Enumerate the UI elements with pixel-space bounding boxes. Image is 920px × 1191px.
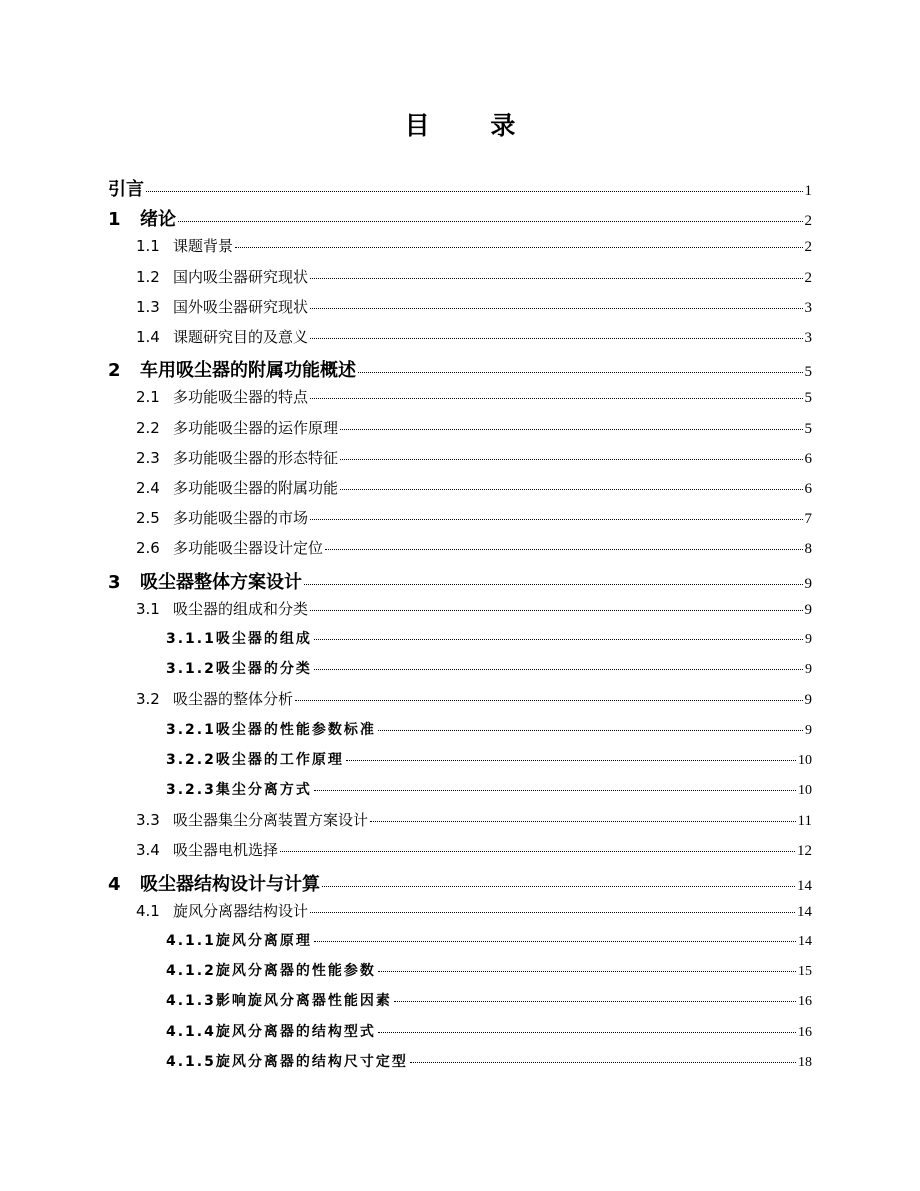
toc-entry-page-number: 9 [804,601,812,618]
toc-entry-number: 3.4 [136,841,160,860]
toc-entry-page-number: 15 [798,964,812,980]
toc-entry-title: 吸尘器整体方案设计 [140,571,302,593]
dot-leader [325,549,802,550]
toc-entry-title: 多功能吸尘器设计定位 [173,539,324,558]
toc-entry-page-number: 9 [805,662,812,678]
dot-leader [304,584,803,585]
dot-leader [340,459,802,460]
toc-entry-page-number: 9 [805,632,812,647]
dot-leader [178,221,803,222]
toc-entry[interactable] [136,537,812,558]
toc-entry[interactable] [136,266,812,287]
toc-entry-number: 2.5 [136,509,160,528]
toc-entry-page-number: 9 [805,722,812,738]
toc-entry-number: 4.1.3 [166,993,216,1010]
toc-entry-title: 吸尘器集尘分离装置方案设计 [173,811,369,830]
toc-entry-title: 吸尘器的分类 [215,661,312,678]
toc-entry[interactable] [166,658,812,678]
dot-leader [314,639,803,640]
toc-entry-number: 2 [108,360,121,382]
dot-leader [370,821,796,822]
toc-entry-number: 2.3 [136,448,160,467]
toc-entry-page-number: 11 [797,813,812,830]
toc-entry-title: 多功能吸尘器的形态特征 [173,448,339,467]
toc-entry[interactable] [136,809,812,830]
toc-entry-number: 2.6 [136,539,160,558]
page-title: 目 录 [404,111,542,140]
toc-entry-title: 吸尘器的组成和分类 [173,599,309,618]
toc-entry-page-number: 1 [804,183,812,199]
toc-entry-number: 3.2.3 [166,782,216,798]
toc-entry-title: 吸尘器结构设计与计算 [140,873,320,895]
toc-entry-page-number: 7 [804,511,812,528]
dot-leader [314,941,796,942]
toc-entry-number: 4.1.2 [166,963,216,980]
toc-entry-page-number: 3 [804,299,812,316]
toc-entry[interactable] [136,839,812,860]
toc-entry-page-number: 5 [804,390,812,407]
toc-entry-page-number: 10 [798,752,812,768]
toc-entry-title: 吸尘器的工作原理 [215,751,344,768]
toc-entry-page-number: 14 [798,934,812,949]
toc-entry[interactable] [108,568,812,594]
toc-entry[interactable] [136,386,812,407]
toc-entry-page-number: 16 [798,994,812,1010]
toc-entry-page-number: 12 [797,843,812,860]
toc-entry-number: 3.1 [136,599,160,618]
toc-entry-number: 4 [108,873,121,895]
dot-leader [378,1032,796,1033]
toc-entry[interactable] [136,235,812,256]
dot-leader [310,278,802,279]
dot-leader [310,519,802,520]
dot-leader [314,669,803,670]
toc-entry-number: 3.1.2 [166,661,216,678]
toc-entry[interactable] [166,960,812,980]
toc-entry[interactable] [166,719,812,739]
toc-entry[interactable] [136,296,812,317]
toc-entry[interactable] [166,749,812,769]
dot-leader [310,912,795,913]
toc-entry-page-number: 5 [804,420,812,437]
toc-entry-number: 3.2.1 [166,721,216,738]
toc-entry-title: 多功能吸尘器的市场 [173,509,309,528]
toc-entry-number: 2.1 [136,388,160,407]
toc-entry-title: 绪论 [140,209,176,231]
dot-leader [410,1062,796,1063]
toc-entry[interactable] [108,175,812,201]
toc-entry[interactable] [136,688,812,709]
dot-leader [310,398,802,399]
dot-leader [146,191,803,192]
toc-entry[interactable] [108,870,812,896]
toc-entry[interactable] [136,417,812,438]
toc-entry-number: 3.1.1 [166,631,216,647]
toc-entry[interactable] [166,990,812,1010]
toc-entry-page-number: 14 [797,903,812,920]
toc-entry-title: 国外吸尘器研究现状 [173,297,309,316]
toc-entry-number: 2.4 [136,479,160,497]
toc-entry[interactable] [136,447,812,468]
toc-entry-page-number: 5 [804,364,812,381]
toc-entry-title: 课题背景 [173,237,234,256]
dot-leader [314,790,796,791]
toc-entry-title: 吸尘器的组成 [215,631,312,647]
toc-entry[interactable] [136,598,812,619]
toc-entry[interactable] [166,779,812,799]
toc-entry[interactable] [166,930,812,950]
toc-entry-page-number: 6 [804,481,812,497]
toc-entry-title: 吸尘器的性能参数标准 [215,721,376,738]
toc-entry-page-number: 6 [804,450,812,467]
toc-entry-title: 旋风分离原理 [215,933,312,949]
toc-entry-number: 3.2.2 [166,751,216,768]
toc-entry-number: 4.1 [136,901,160,920]
toc-entry[interactable] [108,356,812,382]
toc-entry-title: 旋风分离器结构设计 [173,901,309,920]
toc-entry[interactable] [108,205,812,231]
toc-entry-number: 1 [108,209,121,231]
toc-entry[interactable] [166,628,812,648]
dot-leader [340,429,802,430]
toc-entry-title: 旋风分离器的结构尺寸定型 [215,1053,408,1070]
toc-entry[interactable] [136,326,812,347]
toc-entry-title: 吸尘器电机选择 [173,841,279,860]
toc-entry[interactable] [136,507,812,528]
dot-leader [378,730,803,731]
toc-entry-title: 多功能吸尘器的特点 [173,388,309,407]
toc-entry-page-number: 9 [804,692,812,709]
toc-entry-page-number: 8 [804,541,812,558]
toc-entry-title: 影响旋风分离器性能因素 [215,993,392,1010]
toc-entry-page-number: 18 [798,1054,812,1070]
toc-entry-title: 车用吸尘器的附属功能概述 [140,360,356,382]
toc-entry-page-number: 2 [804,213,812,230]
toc-entry-number: 3 [108,571,121,593]
toc-entry-title: 国内吸尘器研究现状 [173,267,309,286]
toc-entry-number: 3.3 [136,811,160,830]
toc-entry-page-number: 10 [798,783,812,798]
toc-entry-number: 1.1 [136,237,160,256]
toc-entry[interactable] [136,900,812,921]
dot-leader [322,886,795,887]
dot-leader [378,971,796,972]
toc-entry-number: 2.2 [136,418,160,437]
toc-entry-title: 多功能吸尘器的运作原理 [173,418,339,437]
dot-leader [310,308,802,309]
dot-leader [280,851,795,852]
toc-entry[interactable] [166,1051,812,1071]
dot-leader [346,760,796,761]
toc-entry-number: 4.1.1 [166,933,216,949]
toc-entry-page-number: 9 [804,575,812,592]
toc-entry[interactable] [136,477,812,498]
toc-entry[interactable] [166,1021,812,1041]
toc-entry-title: 集尘分离方式 [215,782,312,798]
dot-leader [340,489,802,490]
toc-entry-page-number: 2 [804,239,812,256]
toc-entry-page-number: 16 [798,1024,812,1040]
dot-leader [295,700,802,701]
toc-entry-number: 3.2 [136,690,160,709]
toc-entry-page-number: 14 [797,877,812,894]
toc-entry-title: 吸尘器的整体分析 [173,690,294,709]
toc-entry-page-number: 3 [804,330,812,346]
toc-entry-number: 1.4 [136,328,160,346]
toc-entry-number: 1.3 [136,297,160,316]
toc-entry-title: 旋风分离器的结构型式 [215,1023,376,1040]
toc-entry-number: 4.1.4 [166,1023,216,1040]
toc-entry-title: 引言 [108,179,144,200]
toc-entry-number: 4.1.5 [166,1053,216,1070]
dot-leader [310,338,802,339]
toc-entry-title: 旋风分离器的性能参数 [215,963,376,980]
dot-leader [394,1001,796,1002]
toc-entry-page-number: 2 [804,269,812,286]
dot-leader [358,372,803,373]
dot-leader [310,610,802,611]
dot-leader [235,247,802,248]
toc-entry-title: 多功能吸尘器的附属功能 [173,479,339,497]
toc-entry-title: 课题研究目的及意义 [173,328,309,346]
toc-entry-number: 1.2 [136,267,160,286]
